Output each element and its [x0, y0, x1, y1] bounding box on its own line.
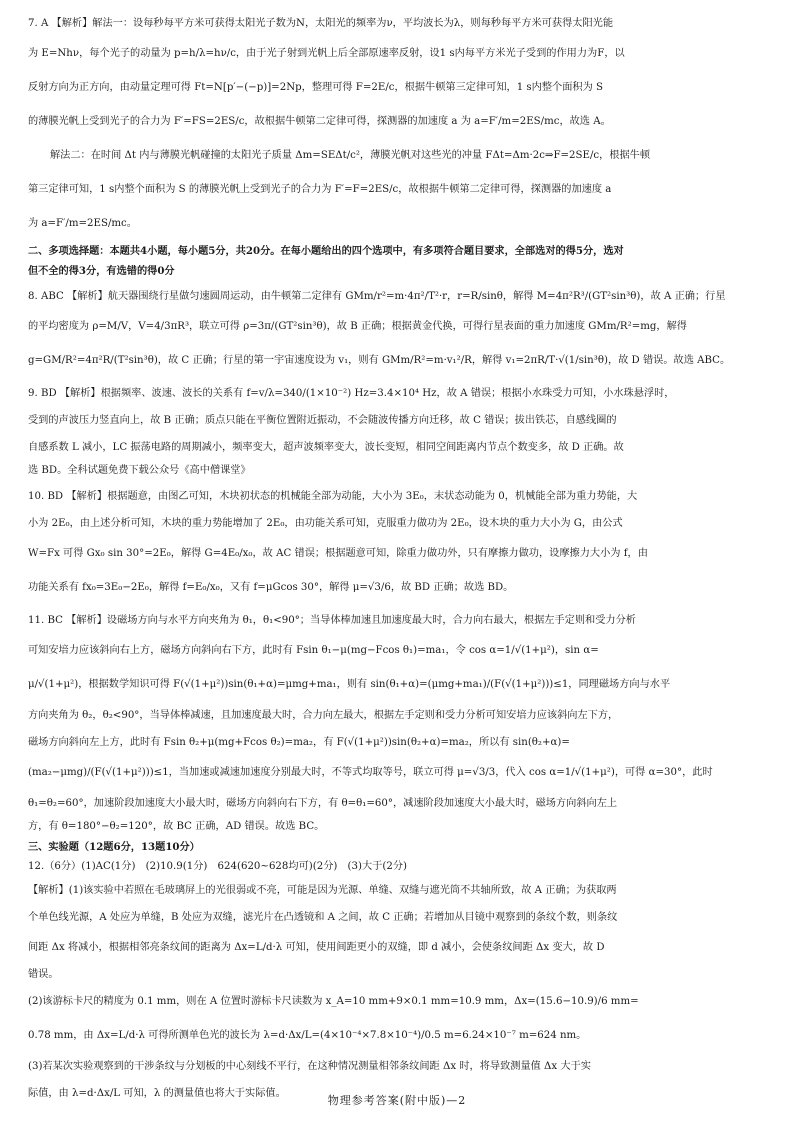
q10-block [28, 483, 768, 605]
q11-line-5: 磁场方向斜向左上方，此时有 Fsin θ₂+μ(mg+Fcos θ₂)=ma₂，有 F(√(1+μ²))sin(θ₂+α)=ma₂，所以有 sin(θ₂+α)= [28, 737, 570, 748]
q12-line-7: (3)若某次实验观察到的干涉条纹与分划板的中心刻线不平行，在这种情况测量相邻条纹间距 Δx 时，将导致测量值 Δx 大于实 [28, 1061, 591, 1072]
q11-line-1: 11. BC 【解析】设磁场方向与水平方向夹角为 θ₁，θ₁<90°；当导体棒加速且加速度最大时，合力向右最大，根据左手定则和受力分析 [28, 615, 636, 626]
q7-line-7: 为 a=F′/m=2ES/mc。 [28, 218, 137, 229]
section-2-header [28, 241, 768, 281]
q7-line-4: 的薄膜光帆上受到光子的合力为 F′=FS=2ES/c，故根据牛顿第二定律可得，探测器的加速度 a 为 a=F′/m=2ES/mc，故选 A。 [28, 116, 611, 127]
q9-line-2: 受到的声波压力竖直向上，故 B 正确；质点只能在平衡位置附近振动，不会随波传播方向迁移，故 C 错误；拔出铁芯，自感线圈的 [28, 415, 617, 426]
q9-line-4: 选 BD。全科试题免费下载公众号《高中僧课堂》 [28, 465, 251, 476]
q7-block [28, 10, 768, 241]
page-footer: 物理参考答案(附中版)—2 [327, 1094, 467, 1107]
q11-line-8: 方，有 θ=180°−θ₂=120°，故 BC 正确，AD 错误。故选 BC。 [28, 821, 325, 832]
section-3-header: 三、实验题（12题6分，13题10分） [28, 841, 200, 853]
q12-line-8: 际值，由 λ=d·Δx/L 可知，λ 的测量值也将大于实际值。 [28, 1088, 286, 1099]
q7-line-1: 7. A 【解析】解法一：设每秒每平方米可获得太阳光子数为N，太阳光的频率为ν，平均波长为λ，则每秒每平方米可获得太阳光能 [28, 18, 614, 29]
q12-line-4: 错误。 [28, 969, 59, 980]
q11-line-6: (ma₂−μmg)/(F(√(1+μ²)))≤1，当加速或减速加速度分别最大时，不等式均取等号，联立可得 μ=√3/3，代入 cos α=1/√(1+μ²)，可得 α=30°，此时 [28, 767, 713, 778]
q12-line-3: 间距 Δx 将减小，根据相邻亮条纹间的距离为 Δx=L/d·λ 可知，使用间距更小的双缝，即 d 减小，会使条纹间距 Δx 变大，故 D [28, 942, 605, 953]
q7-line-2: 为 E=Nhν，每个光子的动量为 p=h/λ=hν/c，由于光子射到光帆上后全部原速率反射，设1 s内每平方米光子受到的作用力为F，以 [28, 48, 625, 59]
q7-line-5: 解法二：在时间 Δt 内与薄膜光帆碰撞的太阳光子质量 Δm=SEΔt/c²，薄膜光帆对这些光的冲量 FΔt=Δm·2c⇒F=2SE/c，根据牛顿 [50, 150, 651, 161]
section-2-line-1: 二、多项选择题：本题共4小题，每小题5分，共20分。在每小题给出的四个选项中，有多项符合题目要求，全部选对的得5分，选对 [28, 245, 624, 257]
q11-line-7: θ₁=θ₂=60°，加速阶段加速度大小最大时，磁场方向斜向右下方，有 θ=θ₁=60°，减速阶段加速度大小最大时，磁场方向斜向左上 [28, 798, 618, 809]
q8-line-3: g=GM/R²=4π²R/(T²sin³θ)，故 C 正确；行星的第一宇宙速度设为 v₁，则有 GMm/R²=m·v₁²/R，解得 v₁=2πR/T·√(1/sin³θ)，故 D 错误。故选 ABC。 [28, 355, 731, 366]
q11-line-4: 方向夹角为 θ₂，θ₂<90°，当导体棒减速，且加速度最大时，合力向左最大，根据左手定则和受力分析可知安培力应该斜向左下方， [28, 710, 619, 721]
q11-block [28, 607, 768, 837]
q8-line-1: 8. ABC 【解析】航天器围绕行星做匀速圆周运动，由牛顿第二定律有 GMm/r²=m·4π²/T²·r，r=R/sinθ，解得 M=4π²R³/(GT²sin³θ)，故 A 正确；行星 [28, 291, 726, 302]
section-2-line-2: 但不全的得3分，有选错的得0分 [28, 265, 175, 277]
q12-line-6: 0.78 mm，由 Δx=L/d·λ 可得所测单色光的波长为 λ=d·Δx/L=(4×10⁻⁴×7.8×10⁻⁴)/0.5 m=6.24×10⁻⁷ m=624 nm。 [28, 1030, 587, 1041]
q12-line-1: 【解析】(1)该实验中若照在毛玻璃屏上的光很弱或不亮，可能是因为光源、单缝、双缝与遮光筒不共轴所致，故 A 正确；为获取两 [28, 885, 617, 896]
q9-line-1: 9. BD 【解析】根据频率、波速、波长的关系有 f=v/λ=340/(1×10⁻²) Hz=3.4×10⁴ Hz，故 A 错误；根据小水珠受力可知，小水珠悬浮时， [28, 388, 675, 399]
q9-block [28, 380, 768, 481]
q12-block [28, 857, 768, 1107]
q11-line-2: 可知安培力应该斜向右上方，磁场方向斜向右下方，此时有 Fsin θ₁−μ(mg−Fcos θ₁)=ma₁，令 cos α=1/√(1+μ²)，sin α= [28, 645, 599, 656]
q12-line-5: (2)该游标卡尺的精度为 0.1 mm，则在 A 位置时游标卡尺读数为 x_A=10 mm+9×0.1 mm=10.9 mm，Δx=(15.6−10.9)/6 mm= [28, 996, 639, 1007]
q10-line-1: 10. BD 【解析】根据题意，由图乙可知，木块初状态的机械能全部为动能，大小为 3E₀，末状态动能为 0，机械能全部为重力势能，大 [28, 491, 638, 502]
q7-line-3: 反射方向为正方向，由动量定理可得 Ft=N[p′−(−p)]=2Np，整理可得 F=2E/c，根据牛顿第三定律可知，1 s内整个面积为 S [28, 82, 604, 93]
q8-line-2: 的平均密度为 ρ=M/V，V=4/3πR³，联立可得 ρ=3π/(GT²sin³θ)，故 B 正确；根据黄金代换，可得行星表面的重力加速度 GMm/R²=mg，解得 [28, 321, 687, 332]
answer-page [28, 10, 768, 1107]
q8-block [28, 283, 768, 378]
q9-line-3: 自感系数 L 减小，LC 振荡电路的周期减小，频率变大，超声波频率变大，波长变短，相同空间距离内节点个数变多，故 D 正确。故 [28, 442, 624, 453]
q10-line-4: 功能关系有 fx₀=3E₀−2E₀，解得 f=E₀/x₀，又有 f=μGcos 30°，解得 μ=√3/6，故 BD 正确；故选 BD。 [28, 582, 514, 593]
q10-line-2: 小为 2E₀，由上述分析可知，木块的重力势能增加了 2E₀，由功能关系可知，克服重力做功为 2E₀，设木块的重力大小为 G，由公式 [28, 518, 623, 529]
q10-line-3: W=Fx 可得 Gx₀ sin 30°=2E₀，解得 G=4E₀/x₀，故 AC 错误；根据题意可知，除重力做功外，只有摩擦力做功，设摩擦力大小为 f，由 [28, 548, 648, 559]
q11-line-3: μ/√(1+μ²)，根据数学知识可得 F(√(1+μ²))sin(θ₁+α)=μmg+ma₁，则有 sin(θ₁+α)=(μmg+ma₁)/(F(√(1+μ²)))≤1，同理磁场方向与水平 [28, 679, 671, 690]
q12-answer: 12.（6分）(1)AC(1分) (2)10.9(1分) 624(620~628均可)(2分) (3)大于(2分) [28, 861, 407, 872]
q7-line-6: 第三定律可知，1 s内整个面积为 S 的薄膜光帆上受到光子的合力为 F′=F=2ES/c，故根据牛顿第二定律可得，探测器的加速度 a [28, 184, 612, 195]
q12-line-2: 个单色线光源，A 处应为单缝，B 处应为双缝，滤光片在凸透镜和 A 之间，故 C 正确；若增加从目镜中观察到的条纹个数，则条纹 [28, 912, 618, 923]
